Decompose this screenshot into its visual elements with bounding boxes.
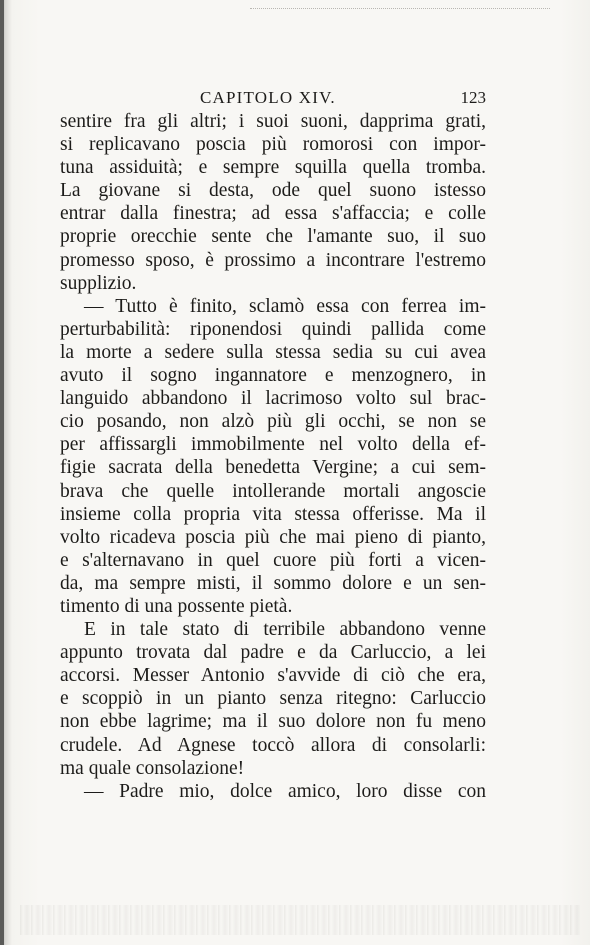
text-line: insieme colla propria vita stessa offerisse. Ma il: [60, 503, 486, 525]
text-line: — Padre mio, dolce amico, loro disse con: [84, 780, 486, 802]
text-line: perturbabilità: riponendosi quindi pallida come: [60, 318, 486, 340]
body-text: [60, 110, 486, 803]
text-line: sentire fra gli altri; i suoi suoni, dapprima grati,: [60, 111, 486, 132]
text-line: da, ma sempre misti, il sommo dolore e un sen-: [60, 572, 486, 594]
text-line: proprie orecchie sente che l'amante suo, il suo: [60, 226, 486, 248]
text-line: La giovane si desta, ode quel suono istesso: [60, 180, 486, 202]
text-line: e scoppiò in un pianto senza ritegno: Carluccio: [60, 688, 486, 710]
text-line: la morte a sedere sulla stessa sedia su cui avea: [60, 341, 486, 363]
text-line: ma quale consolazione!: [60, 757, 245, 779]
text-line: e s'alternavano in quel cuore più forti a vicen-: [60, 549, 486, 571]
text-line: avuto il sogno ingannatore e menzognero, in: [60, 365, 486, 387]
text-line: non ebbe lagrime; ma il suo dolore non fu meno: [60, 711, 486, 733]
binding-edge: [0, 0, 4, 945]
text-line: entrar dalla finestra; ad essa s'affaccia; e colle: [60, 203, 486, 225]
text-line: crudele. Ad Agnese toccò allora di consolarli:: [60, 734, 486, 756]
text-line: tuna assiduità; e sempre squilla quella tromba.: [60, 157, 486, 179]
paper-foxing-top: [250, 8, 550, 11]
text-line: timento di una possente pietà.: [60, 595, 293, 617]
page-number: 123: [460, 88, 486, 107]
text-line: per affissargli immobilmente nel volto della ef-: [60, 434, 486, 456]
text-line: languido abbandono il lacrimoso volto sul brac-: [60, 388, 486, 410]
running-head: CAPITOLO XIV.: [200, 88, 336, 107]
text-line: E in tale stato di terribile abbandono venne: [84, 619, 486, 641]
text-line: accorsi. Messer Antonio s'avvide di ciò che era,: [60, 665, 486, 687]
text-line: volto ricadeva poscia più che mai pieno di pianto,: [60, 526, 486, 548]
text-line: figie sacrata della benedetta Vergine; a cui sem-: [60, 457, 486, 479]
text-line: appunto trovata dal padre e da Carluccio, a lei: [60, 642, 486, 664]
text-line: — Tutto è finito, sclamò essa con ferrea im-: [84, 295, 486, 317]
text-line: si replicavano poscia più romorosi con impor-: [60, 134, 486, 156]
text-line: brava che quelle intollerande mortali angoscie: [60, 480, 486, 502]
paper-foxing-bottom: [20, 905, 580, 935]
text-line: cio posando, non alzò più gli occhi, se non se: [60, 411, 486, 433]
text-line: promesso sposo, è prossimo a incontrare l'estremo: [60, 249, 486, 271]
text-line: supplizio.: [60, 272, 137, 294]
